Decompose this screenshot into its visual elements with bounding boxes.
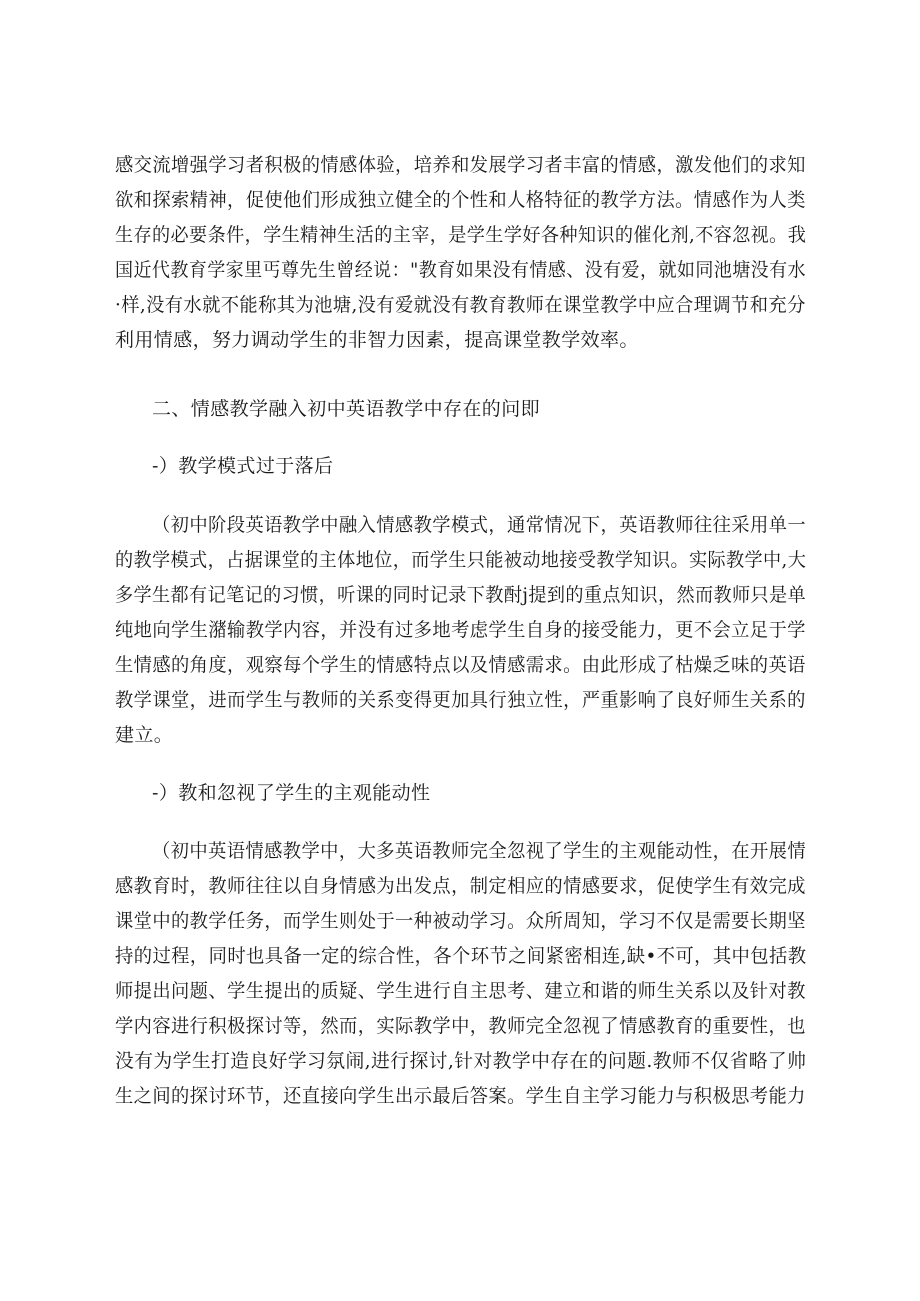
subsection-heading-1: -）教学模式过于落后 (152, 455, 334, 477)
paragraph-1-line-4: 国近代教育学家里丐尊先生曾经说："教育如果没有情感、没有爱，就如同池塘没有水 (115, 259, 806, 281)
paragraph-1-line-6: 利用情感，努力调动学生的非智力因素，提高课堂教学效率。 (115, 329, 639, 351)
paragraph-1-line-3: 生存的必要条件，学生精神生活的主宰，是学生学好各种知识的催化剂,不容忽视。我 (115, 224, 807, 246)
paragraph-1-line-5: ·样,没有水就不能称其为池塘,没有爱就没有教育教师在课堂教学中应合理调节和充分 (115, 294, 806, 316)
paragraph-3-line-1: （初中英语情感教学中，大多英语教师完全忽视了学生的主观能动性，在开展情 (152, 840, 807, 862)
paragraph-2-line-2: 的教学模式，占据课堂的主体地位，而学生只能被动地接受教学知识。实际教学中,大 (115, 549, 807, 571)
paragraph-3-line-7: 没有为学生打造良好学习氛闹,进行探讨,针对教学中存在的问题.教师不仅省略了帅 (115, 1050, 807, 1072)
paragraph-3-line-5: 师提出问题、学生提出的质疑、学生进行自主思考、建立和谐的师生关系以及针对教 (115, 980, 806, 1002)
paragraph-2-line-1: （初中阶段英语教学中融入情感教学模式，通常情况下，英语教师往往采用单一 (152, 514, 807, 536)
paragraph-3-line-8: 生之间的探讨环节，还直接向学生出示最后答案。学生自主学习能力与积极思考能力 (115, 1085, 806, 1107)
subsection-heading-2: -）教和忽视了学生的主观能动性 (152, 782, 431, 804)
paragraph-3-line-4: 持的过程，同时也具备一定的综合性，各个环节之间紧密相连,缺•不可，其中包括教 (115, 945, 807, 967)
paragraph-3-line-6: 学内容进行积极探讨等，然而，实际教学中，教师完全忽视了情感教育的重要性，也 (115, 1015, 806, 1037)
paragraph-1-line-1: 感交流增强学习者积极的情感体验，培养和发展学习者丰富的情感，激发他们的求知 (115, 154, 806, 176)
paragraph-1-line-2: 欲和探索精神，促使他们形成独立健全的个性和人格特征的教学方法。情感作为人类 (115, 189, 806, 211)
paragraph-2-line-7: 建立。 (115, 724, 174, 746)
paragraph-2-line-6: 教学课堂，进而学生与教师的关系变得更加具行独立性，严重影响了良好师生关系的 (115, 689, 806, 711)
paragraph-3-line-2: 感教育时，教师往往以自身情感为出发点，制定相应的情感要求，促使学生有效完成 (115, 875, 806, 897)
paragraph-2-line-4: 纯地向学生潴输教学内容，并没有过多地考虑学生自身的接受能力，更不会立足于学 (115, 619, 806, 641)
section-heading: 二、情感教学融入初中英语教学中存在的问即 (152, 398, 541, 420)
paragraph-2-line-5: 生情感的角度，观察每个学生的情感特点以及情感需求。由此形成了枯燥乏味的英语 (115, 654, 806, 676)
paragraph-3-line-3: 课堂中的教学任务，而学生则处于一种被动学习。众所周知，学习不仅是需要长期坚 (115, 910, 806, 932)
paragraph-2-line-3: 多学生都有记笔记的习惯，听课的同时记录下教酎j提到的重点知识，然而教师只是单 (115, 584, 807, 606)
